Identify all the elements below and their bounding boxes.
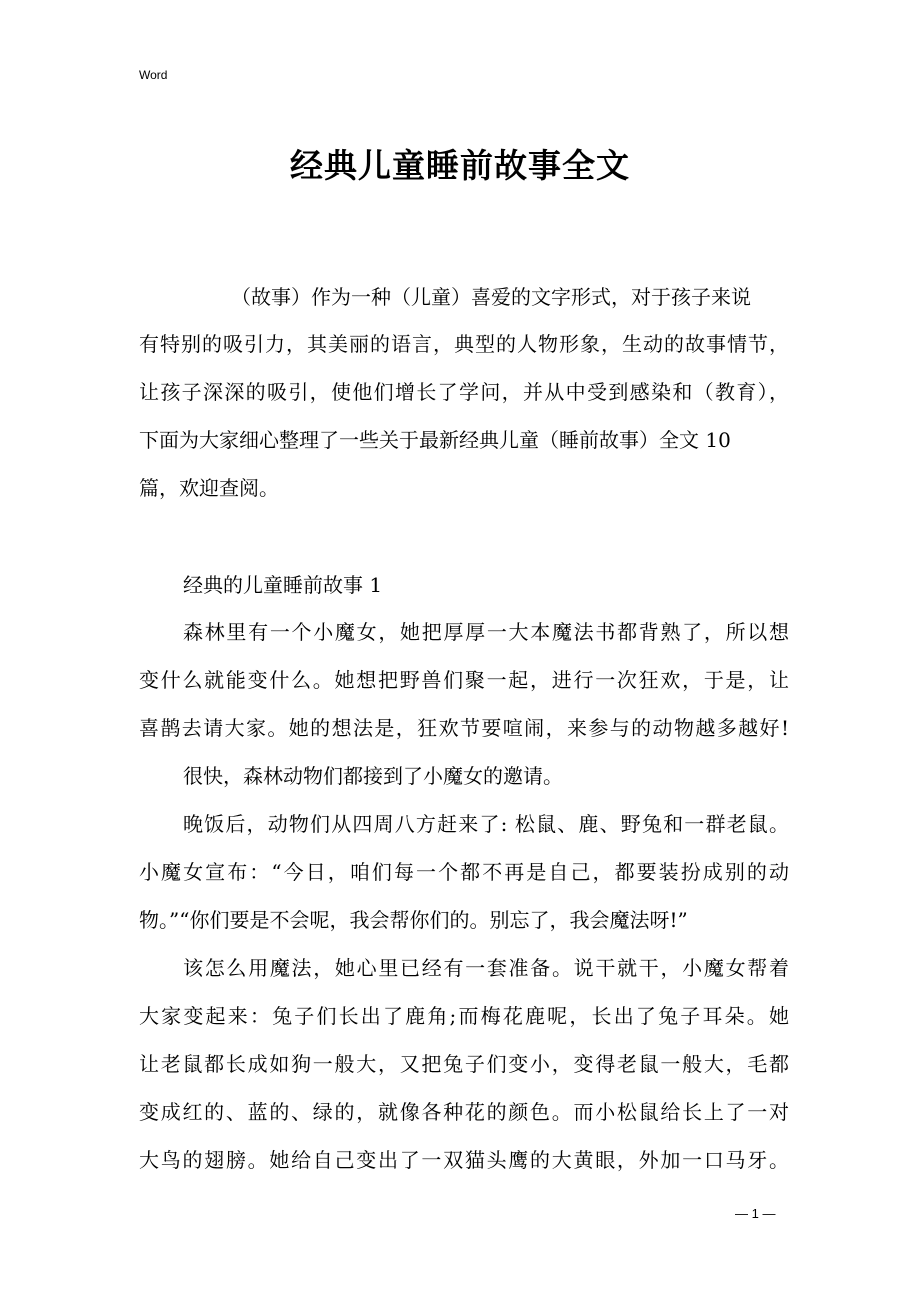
paragraph-line: 有特别的吸引力，其美丽的语言，典型的人物形象，生动的故事情节， — [139, 332, 789, 356]
paragraph-line: （故事）作为一种（儿童）喜爱的文字形式，对于孩子来说 — [231, 285, 751, 309]
document-title: 经典儿童睡前故事全文 — [290, 146, 630, 185]
paragraph-line: 小魔女宣布：“今日，咱们每一个都不再是自己，都要装扮成别的动 — [139, 860, 789, 884]
paragraph-line: 森林里有一个小魔女，她把厚厚一大本魔法书都背熟了，所以想 — [183, 620, 789, 644]
paragraph-line: 下面为大家细心整理了一些关于最新经典儿童（睡前故事）全文 10 — [139, 428, 731, 452]
page-number: — 1 — — [735, 1206, 776, 1221]
paragraph-line: 晚饭后，动物们从四周八方赶来了: 松鼠、鹿、野兔和一群老鼠。 — [183, 812, 789, 836]
paragraph-line: 变成红的、蓝的、绿的，就像各种花的颜色。而小松鼠给长上了一对 — [139, 1100, 789, 1124]
paragraph-line: 很快，森林动物们都接到了小魔女的邀请。 — [183, 764, 563, 788]
paragraph-line: 该怎么用魔法，她心里已经有一套准备。说干就干，小魔女帮着 — [183, 956, 789, 980]
paragraph-line: 让老鼠都长成如狗一般大，又把兔子们变小，变得老鼠一般大，毛都 — [139, 1052, 789, 1076]
paragraph-line: 篇，欢迎查阅。 — [139, 476, 279, 500]
paragraph-line: 喜鹊去请大家。她的想法是，狂欢节要喧闹，来参与的动物越多越好! — [139, 716, 789, 740]
header-label: Word — [139, 68, 168, 82]
paragraph-line: 大鸟的翅膀。她给自己变出了一双猫头鹰的大黄眼，外加一口马牙。 — [139, 1148, 789, 1172]
paragraph-line: 物。”“你们要是不会呢，我会帮你们的。别忘了，我会魔法呀!” — [139, 908, 688, 932]
paragraph-line: 大家变起来：兔子们长出了鹿角;而梅花鹿呢，长出了兔子耳朵。她 — [139, 1004, 789, 1028]
paragraph-line: 让孩子深深的吸引，使他们增长了学问，并从中受到感染和（教育）， — [139, 380, 789, 404]
section-heading: 经典的儿童睡前故事 1 — [183, 573, 383, 597]
paragraph-line: 变什么就能变什么。她想把野兽们聚一起，进行一次狂欢，于是，让 — [139, 668, 789, 692]
